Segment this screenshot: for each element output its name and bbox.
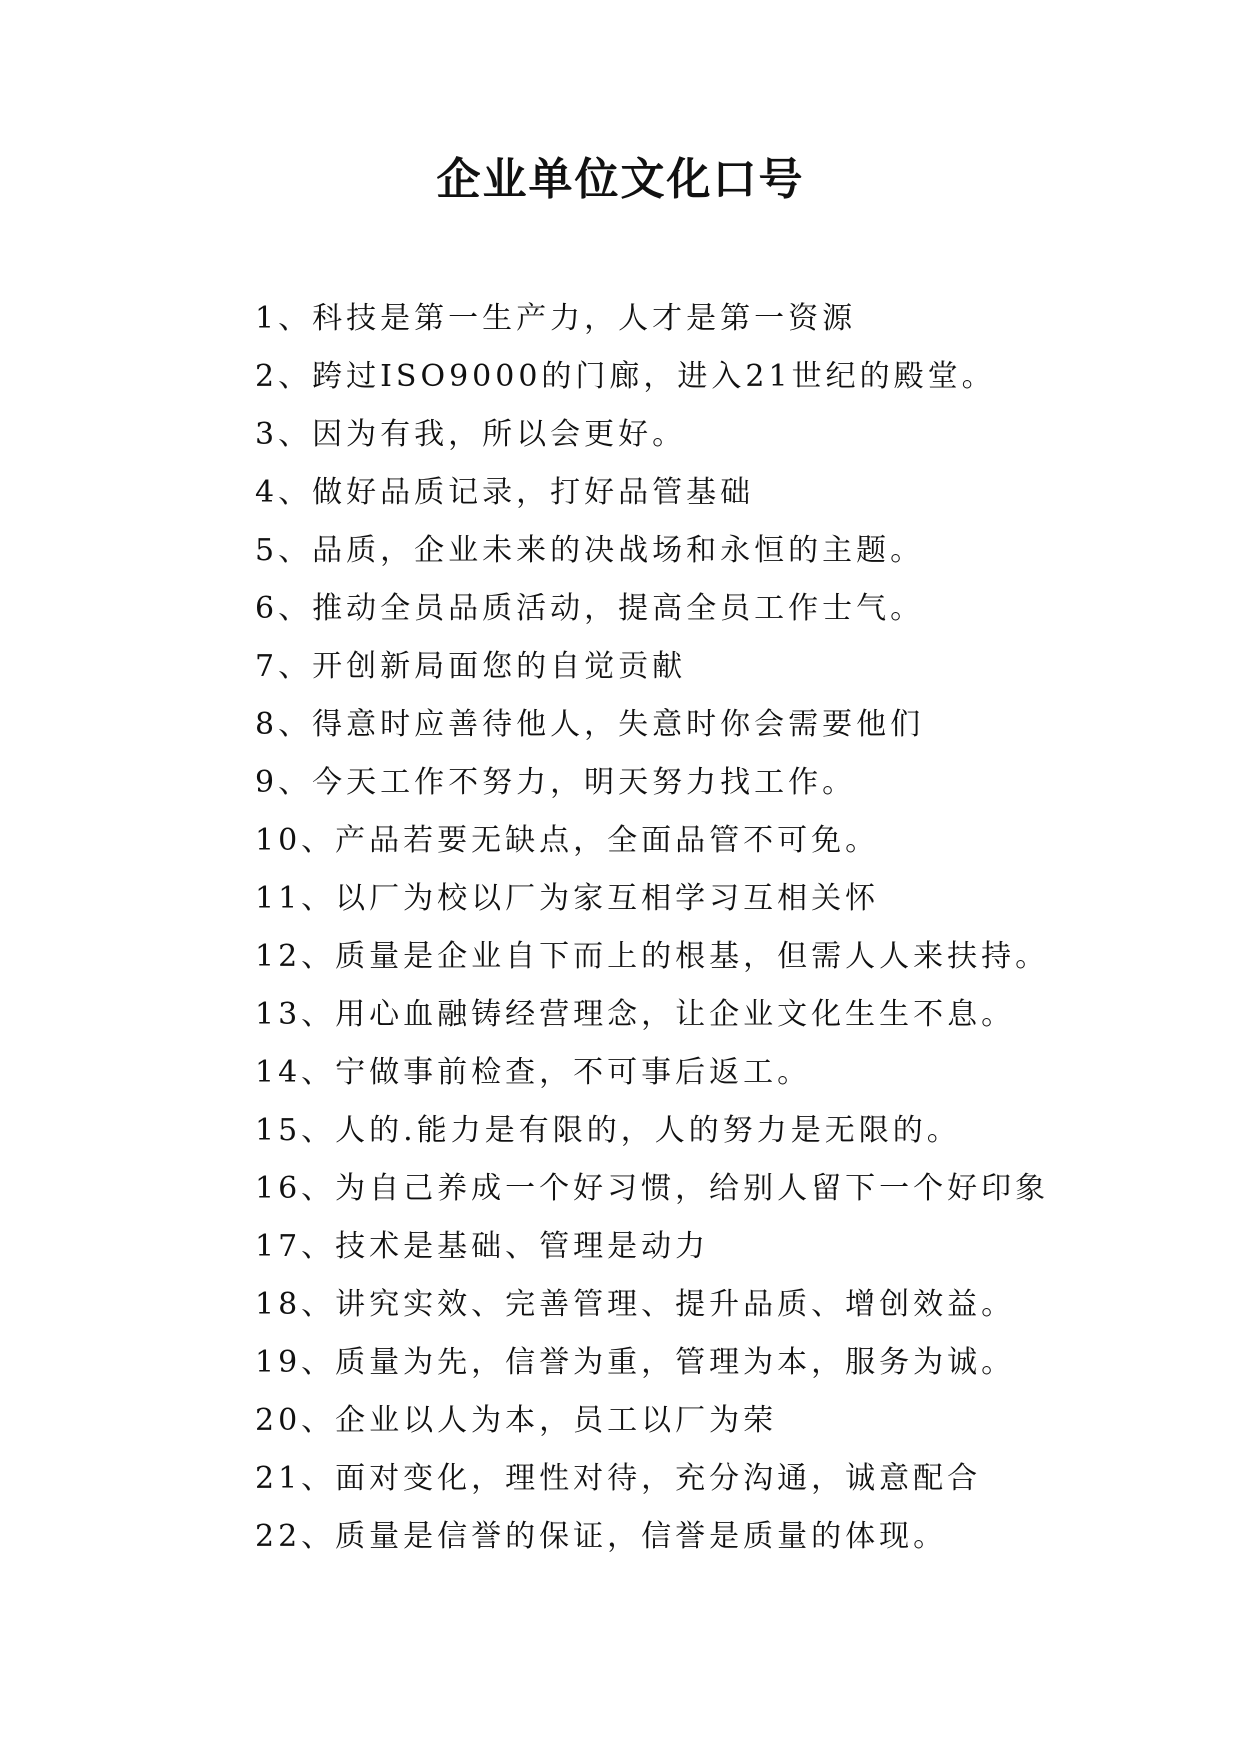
slogan-item-5: 5、品质，企业未来的决战场和永恒的主题。 [255,533,925,568]
slogan-item-2: 2、跨过ISO9000的门廊，进入21世纪的殿堂。 [255,359,996,394]
slogan-item-17: 17、技术是基础、管理是动力 [255,1229,710,1264]
slogan-item-19: 19、质量为先，信誉为重，管理为本，服务为诚。 [255,1345,1016,1380]
slogan-item-18: 18、讲究实效、完善管理、提升品质、增创效益。 [255,1287,1016,1322]
slogan-item-13: 13、用心血融铸经营理念，让企业文化生生不息。 [255,997,1016,1032]
slogan-item-6: 6、推动全员品质活动，提高全员工作士气。 [255,591,925,626]
slogan-item-7: 7、开创新局面您的自觉贡献 [255,649,687,684]
slogan-item-8: 8、得意时应善待他人，失意时你会需要他们 [255,707,925,742]
slogan-item-9: 9、今天工作不努力，明天努力找工作。 [255,765,857,800]
slogan-item-22: 22、质量是信誉的保证，信誉是质量的体现。 [255,1519,948,1554]
page-title: 企业单位文化口号 [436,154,805,205]
slogan-item-3: 3、因为有我，所以会更好。 [255,417,687,452]
slogan-item-12: 12、质量是企业自下而上的根基，但需人人来扶持。 [255,939,1050,974]
slogan-item-4: 4、做好品质记录，打好品管基础 [255,475,755,510]
slogan-item-15: 15、人的.能力是有限的，人的努力是无限的。 [255,1113,961,1148]
slogan-list [255,290,1155,1566]
slogan-item-21: 21、面对变化，理性对待，充分沟通，诚意配合 [255,1461,982,1496]
slogan-item-20: 20、企业以人为本，员工以厂为荣 [255,1403,778,1438]
slogan-item-11: 11、以厂为校以厂为家互相学习互相关怀 [255,881,880,916]
slogan-item-1: 1、科技是第一生产力，人才是第一资源 [255,301,857,336]
slogan-item-10: 10、产品若要无缺点，全面品管不可免。 [255,823,880,858]
slogan-item-16: 16、为自己养成一个好习惯，给别人留下一个好印象 [255,1171,1050,1206]
slogan-item-14: 14、宁做事前检查，不可事后返工。 [255,1055,812,1090]
